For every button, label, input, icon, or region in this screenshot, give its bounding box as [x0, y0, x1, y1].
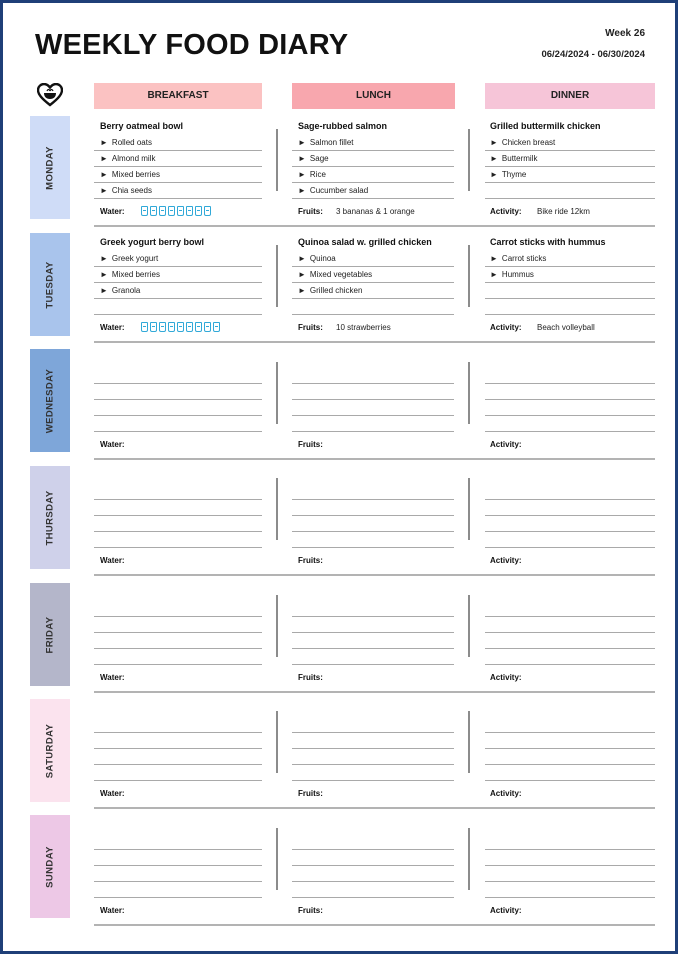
column-divider — [468, 711, 470, 773]
lunch-item: ► Salmon fillet — [298, 138, 354, 147]
column-divider — [276, 595, 278, 657]
line-group — [485, 693, 655, 793]
fruits-label: Fruits: — [298, 673, 323, 682]
activity-value: Beach volleyball — [537, 323, 595, 332]
column-divider — [468, 828, 470, 890]
water-cup-icon — [141, 206, 148, 216]
day-tab-tuesday — [30, 233, 70, 336]
lunch-item: ► Quinoa — [298, 254, 336, 263]
water-cup-icon — [168, 206, 175, 216]
water-label: Water: — [100, 789, 125, 798]
dinner-title: Carrot sticks with hummus — [490, 237, 606, 247]
breakfast-item: ► Greek yogurt — [100, 254, 159, 263]
water-cup-icon — [168, 322, 175, 332]
column-header-dinner: DINNER — [485, 83, 655, 109]
lunch-item: ► Mixed vegetables — [298, 270, 373, 279]
lunch-item: ► Cucumber salad — [298, 186, 369, 195]
water-label: Water: — [100, 440, 125, 449]
dinner-item: ► Buttermilk — [490, 154, 538, 163]
lunch-title: Quinoa salad w. grilled chicken — [298, 237, 432, 247]
column-divider — [468, 362, 470, 424]
breakfast-item: ► Mixed berries — [100, 270, 160, 279]
line-group — [94, 460, 262, 560]
column-divider — [276, 129, 278, 191]
day-row-thursday — [94, 460, 655, 576]
activity-label: Activity: — [490, 906, 522, 915]
fruits-label: Fruits: — [298, 323, 323, 332]
dinner-item: ► Hummus — [490, 270, 534, 279]
day-row-saturday — [94, 693, 655, 809]
line-group — [292, 460, 454, 560]
fruits-label: Fruits: — [298, 440, 323, 449]
dinner-item: ► Chicken breast — [490, 138, 556, 147]
water-cup-icon — [150, 206, 157, 216]
dinner-title: Grilled buttermilk chicken — [490, 121, 601, 131]
column-header-lunch: LUNCH — [292, 83, 455, 109]
breakfast-title: Greek yogurt berry bowl — [100, 237, 205, 247]
column-divider — [276, 362, 278, 424]
column-divider — [468, 245, 470, 307]
column-divider — [468, 129, 470, 191]
activity-label: Activity: — [490, 207, 522, 216]
line-group — [485, 344, 655, 444]
day-label: SUNDAY — [44, 845, 56, 888]
heart-bowl-icon — [37, 83, 63, 107]
fruits-value: 10 strawberries — [336, 323, 391, 332]
row-separator — [94, 807, 655, 809]
day-label: MONDAY — [44, 145, 56, 190]
day-label: FRIDAY — [44, 616, 56, 653]
line-group — [292, 577, 454, 677]
line-group — [292, 344, 454, 444]
day-tab-wednesday — [30, 349, 70, 452]
column-divider — [468, 478, 470, 540]
day-tab-sunday — [30, 815, 70, 918]
breakfast-item: ► Rolled oats — [100, 138, 152, 147]
breakfast-item: ► Granola — [100, 286, 141, 295]
column-header-breakfast: BREAKFAST — [94, 83, 262, 109]
activity-label: Activity: — [490, 556, 522, 565]
activity-label: Activity: — [490, 789, 522, 798]
water-cup-icon — [213, 322, 220, 332]
water-cup-icon — [177, 206, 184, 216]
date-range: 06/24/2024 - 06/30/2024 — [541, 49, 645, 60]
row-separator — [94, 924, 655, 926]
day-label: THURSDAY — [44, 489, 56, 546]
water-cup-icon — [195, 206, 202, 216]
water-cup-icon — [195, 322, 202, 332]
fruits-label: Fruits: — [298, 906, 323, 915]
lunch-title: Sage-rubbed salmon — [298, 121, 388, 131]
line-group — [94, 344, 262, 444]
day-label: TUESDAY — [44, 260, 56, 309]
day-row-tuesday — [94, 227, 655, 343]
column-divider — [276, 711, 278, 773]
day-tab-monday — [30, 116, 70, 219]
breakfast-item: ► Chia seeds — [100, 186, 152, 195]
day-tab-thursday — [30, 466, 70, 569]
water-label: Water: — [100, 556, 125, 565]
water-cup-icon — [186, 322, 193, 332]
week-number: Week 26 — [605, 28, 645, 39]
line-group — [485, 577, 655, 677]
line-group — [94, 810, 262, 910]
line-group — [94, 577, 262, 677]
day-label: SATURDAY — [44, 723, 56, 778]
lunch-item: ► Sage — [298, 154, 329, 163]
water-label: Water: — [100, 207, 125, 216]
line-group — [485, 460, 655, 560]
column-divider — [276, 828, 278, 890]
day-row-monday — [94, 111, 655, 227]
water-cup-icon — [204, 206, 211, 216]
activity-value: Bike ride 12km — [537, 207, 590, 216]
line-group — [292, 693, 454, 793]
water-cup-icon — [159, 322, 166, 332]
fruits-label: Fruits: — [298, 789, 323, 798]
column-divider — [276, 245, 278, 307]
dinner-item: ► Carrot sticks — [490, 254, 547, 263]
activity-label: Activity: — [490, 323, 522, 332]
column-divider — [468, 595, 470, 657]
day-tab-friday — [30, 583, 70, 686]
day-row-wednesday — [94, 344, 655, 460]
water-label: Water: — [100, 673, 125, 682]
water-cup-icon — [159, 206, 166, 216]
water-cup-icon — [141, 322, 148, 332]
line-group — [292, 810, 454, 910]
day-label: WEDNESDAY — [44, 368, 56, 433]
page-title: WEEKLY FOOD DIARY — [35, 29, 349, 61]
activity-label: Activity: — [490, 673, 522, 682]
water-cups — [141, 206, 211, 216]
activity-label: Activity: — [490, 440, 522, 449]
row-separator — [94, 341, 655, 343]
water-cups — [141, 322, 220, 332]
day-row-friday — [94, 577, 655, 693]
lunch-item: ► Grilled chicken — [298, 286, 363, 295]
water-cup-icon — [186, 206, 193, 216]
breakfast-item: ► Mixed berries — [100, 170, 160, 179]
water-label: Water: — [100, 906, 125, 915]
fruits-value: 3 bananas & 1 orange — [336, 207, 415, 216]
line-group — [94, 693, 262, 793]
row-separator — [94, 574, 655, 576]
line-group — [485, 810, 655, 910]
lunch-item: ► Rice — [298, 170, 326, 179]
day-tab-saturday — [30, 699, 70, 802]
fruits-label: Fruits: — [298, 556, 323, 565]
water-cup-icon — [150, 322, 157, 332]
column-divider — [276, 478, 278, 540]
breakfast-item: ► Almond milk — [100, 154, 156, 163]
water-cup-icon — [177, 322, 184, 332]
water-cup-icon — [204, 322, 211, 332]
breakfast-title: Berry oatmeal bowl — [100, 121, 184, 131]
dinner-item: ► Thyme — [490, 170, 527, 179]
fruits-label: Fruits: — [298, 207, 323, 216]
water-label: Water: — [100, 323, 125, 332]
day-row-sunday — [94, 810, 655, 926]
